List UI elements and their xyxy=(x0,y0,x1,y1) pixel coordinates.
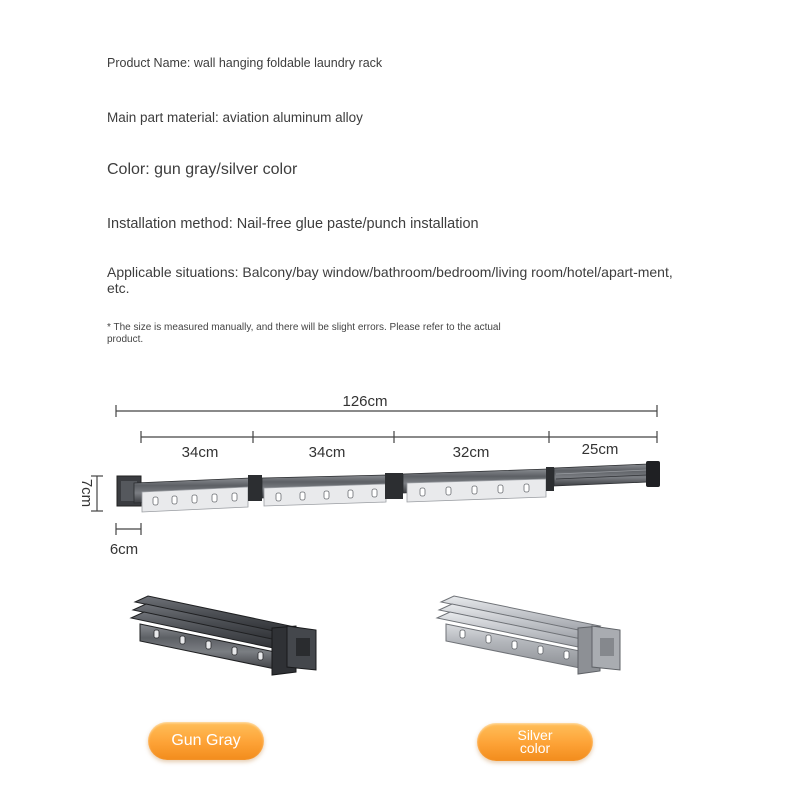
gun-gray-variant-button[interactable] xyxy=(148,722,264,760)
silver-rack-image xyxy=(437,596,620,674)
gun-gray-label: Gun Gray xyxy=(171,732,241,749)
segment-2-label: 34cm xyxy=(308,444,346,461)
rack-diagram xyxy=(0,380,800,710)
base-dimension xyxy=(110,523,141,558)
segment-4-label: 25cm xyxy=(581,441,619,458)
height-label: 7cm xyxy=(78,478,95,508)
total-length-label: 126cm xyxy=(342,393,388,410)
material-text: Main part material: aviation aluminum alloy xyxy=(107,110,363,125)
silver-label-line2: color xyxy=(519,740,551,756)
segment-dimensions xyxy=(141,431,657,461)
product-name-text: Product Name: wall hanging foldable laundry rack xyxy=(107,56,383,70)
color-text: Color: gun gray/silver color xyxy=(107,161,298,178)
installation-text: Installation method: Nail-free glue paste/punch installation xyxy=(107,216,479,232)
segment-3-label: 32cm xyxy=(452,444,490,461)
segment-1-label: 34cm xyxy=(181,444,219,461)
total-dimension xyxy=(116,393,657,417)
situations-text: Applicable situations: Balcony/bay window/bathroom/bedroom/living room/hotel/apart-ment, etc. xyxy=(107,264,673,296)
height-dimension xyxy=(78,476,103,511)
base-width-label: 6cm xyxy=(109,541,139,558)
gun-gray-rack-image xyxy=(131,596,316,675)
extended-rack-image xyxy=(117,461,660,512)
silver-variant-button[interactable] xyxy=(477,723,593,761)
silver-label-line1: Silver xyxy=(517,727,553,743)
measurement-note: * The size is measured manually, and there will be slight errors. Please refer to the actual product. xyxy=(107,322,501,345)
